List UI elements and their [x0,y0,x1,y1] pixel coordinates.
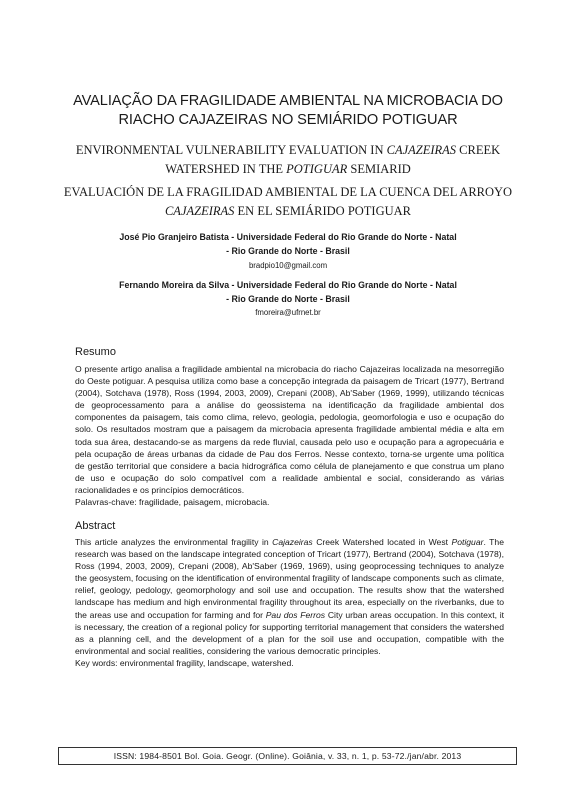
resumo-paragraph: O presente artigo analisa a fragilidade ambiental na microbacia do riacho Cajazeiras localizada na mesorregião do Oeste potiguar. A pesquisa utiliza como base a concepção integrada da paisagem de Tricart (1977), Bertrand (2004), Sotchava (1978), Ross (1994, 2003, 2009), Crepani (2008), Ab'Saber (1969, 1999), utilizando técnicas de geoprocessamento para a análise do geossistema na identificação da fragilidade ambiental dos componentes da paisagem, tais como clima, relevo, geologia, pedologia, geomorfologia e uso e ocupação do solo. Os resultados mostram que a paisagem da microbacia apresenta fragilidade ambiental média e alta em toda sua área, destacando-se as margens da rede fluvial, causada pelo uso e ocupação para a agropecuária e pela ocupação de áreas urbanas da cidade de Pau dos Ferros. Nesse contexto, torna-se urgente uma política de gestão territorial que considere a bacia hidrográfica como célula de planejamento e que construa um plano de uso e ocupação do solo compatível com a realidade ambiental e social, considerando as várias racionalidades e os princípios democráticos. [75,364,504,495]
abstract-heading: Abstract [75,520,116,532]
author-1-line-2: - Rio Grande do Norte - Brasil [226,246,350,256]
author-1-email: bradpio10@gmail.com [248,261,328,270]
title-es-line-2 [40,202,536,221]
title-en-text: CREEK [456,143,501,157]
abstract-paragraph [75,536,504,657]
title-en-italic: CAJAZEIRAS [386,143,457,157]
abstract-italic: Cajazeiras [272,537,313,547]
abstract-text: City urban areas occupation. In this context, it is necessary, the creation of a regional policy for supporting territorial management that considers the watershed as a planning cell, and the development of a plan for the soil use and occupation, compatible with the environmental and social realities, considering the various democratic principles. [75,609,504,656]
resumo-heading: Resumo [75,346,116,358]
author-2-email: fmoreira@ufrnet.br [255,308,321,317]
journal-footer: ISSN: 1984-8501 Bol. Goia. Geogr. (Online). Goiânia, v. 33, n. 1, p. 53-72./jan/abr. 2013 [58,747,517,765]
title-en-italic: POTIGUAR [286,162,348,176]
title-en-text: SEMIARID [347,162,411,176]
title-pt-line-1: AVALIAÇÃO DA FRAGILIDADE AMBIENTAL NA MICROBACIA DO [73,93,503,109]
abstract-italic: Potiguar [451,537,484,547]
author-2-affiliation [90,278,486,306]
title-en-line-2 [40,160,536,179]
abstract-text: . The research was based on the landscape integrated conception of Tricart (1977), Bertrand (2004), Sotchava (1978), Ross (1994, 2003, 2009), Crepani (2008), Ab'Saber (1969, 1969), using geoprocessing techniques to analyze the geosystem, focusing on the identification of environmental fragility of landscape components such as climate, relief, geology, pedology, geomorphology and soil use and occupation. The results show that the watershed landscape has medium and high environmental fragility throughout its area, especially on the riverbanks, due to the areas use and occupation for farming and for [75,537,504,620]
title-spanish [40,183,536,221]
author-1-affiliation [90,230,486,258]
title-en-text: WATERSHED IN THE [165,162,287,176]
abstract-italic: Pau dos Ferros [265,609,326,620]
author-2-line-2: - Rio Grande do Norte - Brasil [226,294,350,304]
title-es-text: EN EL SEMIÁRIDO POTIGUAR [234,204,412,218]
title-en-text: ENVIRONMENTAL VULNERABILITY EVALUATION IN [75,143,387,157]
title-pt-line-2: RIACHO CAJAZEIRAS NO SEMIÁRIDO POTIGUAR [118,112,458,128]
title-es-line-1: EVALUACIÓN DE LA FRAGILIDAD AMBIENTAL DE LA CUENCA DEL ARROYO [63,185,513,199]
resumo-keywords: Palavras-chave: fragilidade, paisagem, microbacia. [75,497,270,508]
abstract-text: Creek Watershed located in West [312,537,452,547]
abstract-section [75,536,504,669]
resumo-section [75,363,504,508]
title-english [40,141,536,179]
title-en-line-1 [40,141,536,160]
title-es-italic: CAJAZEIRAS [164,204,235,218]
title-portuguese [60,92,516,130]
abstract-text: This article analyzes the environmental fragility in [75,537,273,547]
abstract-keywords: Key words: environmental fragility, landscape, watershed. [75,657,294,668]
author-1-line-1: José Pio Granjeiro Batista - Universidade Federal do Rio Grande do Norte - Natal [119,232,457,242]
author-2-line-1: Fernando Moreira da Silva - Universidade Federal do Rio Grande do Norte - Natal [119,280,457,290]
